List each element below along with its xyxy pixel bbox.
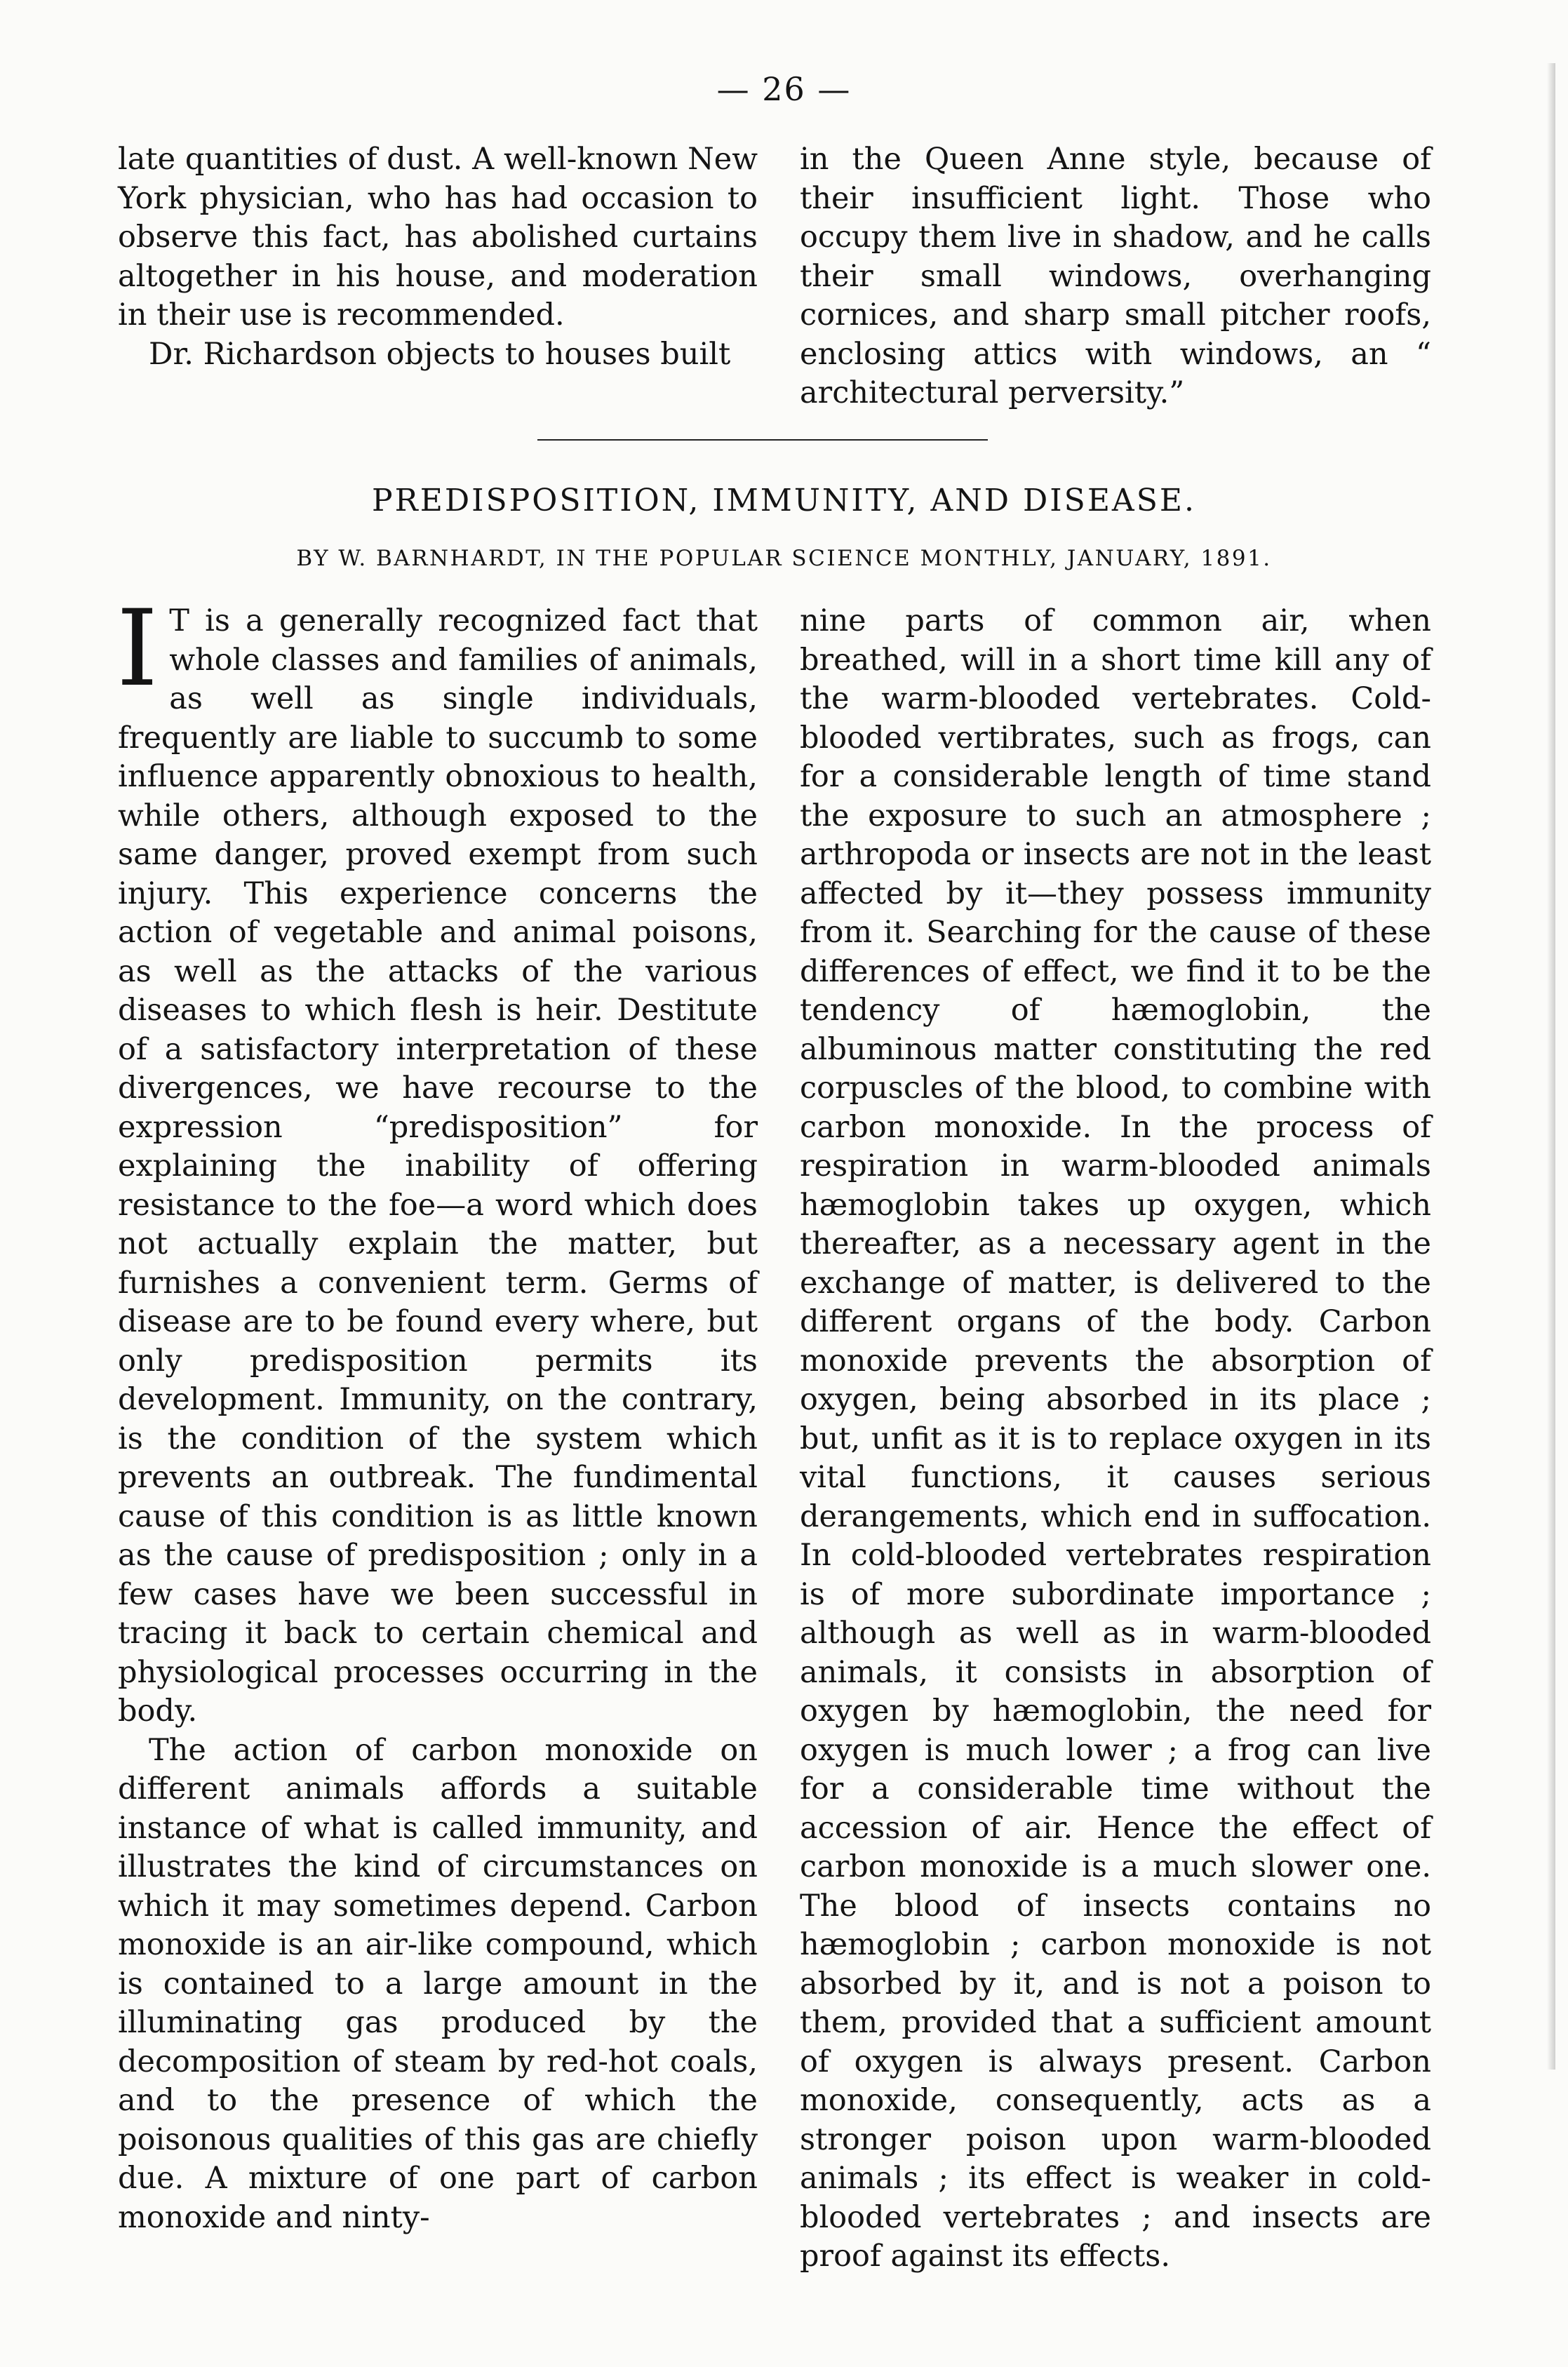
section-divider (537, 439, 988, 441)
drop-cap: I (116, 588, 159, 710)
article-left-column (116, 588, 758, 2237)
continued-paragraph: in the Queen Anne style, because of their insufficient light. Those who occupy them live in shadow, and he calls their small windows, overhanging cornices, and sharp small pitcher roofs, enclosing attics with windows, an “ architectural perversity.” (800, 142, 1431, 410)
article-byline: BY W. BARNHARDT, IN THE POPULAR SCIENCE MONTHLY, JANUARY, 1891. (296, 546, 1272, 571)
article-title: PREDISPOSITION, IMMUNITY, AND DISEASE. (372, 483, 1196, 518)
continued-text-right-column (800, 140, 1431, 413)
continued-paragraph: late quantities of dust. A well-known New York physician, who has had occasion to observe this fact, has abolished curtains altogether in his house, and moderation in their use is recommended. (118, 142, 758, 333)
continued-paragraph: Dr. Richardson objects to houses built (149, 336, 731, 372)
continued-text-left-column (118, 140, 758, 374)
article-paragraph: nine parts of common air, when breathed, will in a short time kill any of the warm-blooded vertebrates. Cold-blooded vertibrates, such as frogs, can for a considerable length of time stand the exposure to such an atmosphere ; arthropoda or insects are not in the least affected by it—they possess immunity from it. Searching for the cause of these differences of effect, we find it to be the tendency of hæmoglobin, the albuminous matter constituting the red corpuscles of the blood, to combine with carbon monoxide. In the process of respiration in warm-blooded animals hæmoglobin takes up oxygen, which thereafter, as a necessary agent in the exchange of matter, is delivered to the different organs of the body. Carbon monoxide prevents the absorption of oxygen, being absorbed in its place ; but, unfit as it is to replace oxygen in its vital functions, it causes serious derangements, which end in suffocation. In cold-blooded vertebrates respiration is of more subordinate importance ; although as well as in warm-blooded animals, it consists in absorption of oxygen by hæmoglobin, the need for oxygen is much lower ; a frog can live for a considerable time without the accession of air. Hence the effect of carbon monoxide is a much slower one. The blood of insects contains no hæmoglobin ; carbon monoxide is not absorbed by it, and is not a poison to them, provided that a sufficient amount of oxygen is always present. Carbon monoxide, consequently, acts as a stronger poison upon warm-blooded animals ; its effect is weaker in cold-blooded vertebrates ; and insects are proof against its effects. (800, 603, 1431, 2274)
page-number: — 26 — (716, 70, 852, 108)
page-edge-shadow (1547, 63, 1555, 2070)
article-paragraph (116, 588, 758, 1731)
paragraph-text: T is a generally recognized fact that whole classes and families of animals, as well as single individuals, frequently are liable to succumb to some influence apparently obnoxious to health, while others, although exposed to the same danger, proved exempt from such injury. This experience concerns the action of vegetable and animal poisons, as well as the attacks of the various diseases to which flesh is heir. Destitute of a satisfactory interpretation of these divergences, we have recourse to the expression “predisposition” for explaining the inability of offering resistance to the foe—a word which does not actually explain the matter, but furnishes a convenient term. Germs of disease are to be found every where, but only predisposition permits its development. Immunity, on the contrary, is the condition of the system which prevents an outbreak. The fundimental cause of this condition is as little known as the cause of predisposition ; only in a few cases have we been successful in tracing it back to certain chemical and physiological processes occurring in the body. (118, 603, 758, 1729)
article-paragraph: The action of carbon monoxide on different animals affords a suitable instance of what is called immunity, and illustrates the kind of circumstances on which it may sometimes depend. Carbon monoxide is an air-like compound, which is contained to a large amount in the illuminating gas produced by the decomposition of steam by red-hot coals, and to the presence of which the poisonous qualities of this gas are chiefly due. A mixture of one part of carbon monoxide and ninty- (118, 1732, 758, 2235)
article-right-column (800, 602, 1431, 2277)
